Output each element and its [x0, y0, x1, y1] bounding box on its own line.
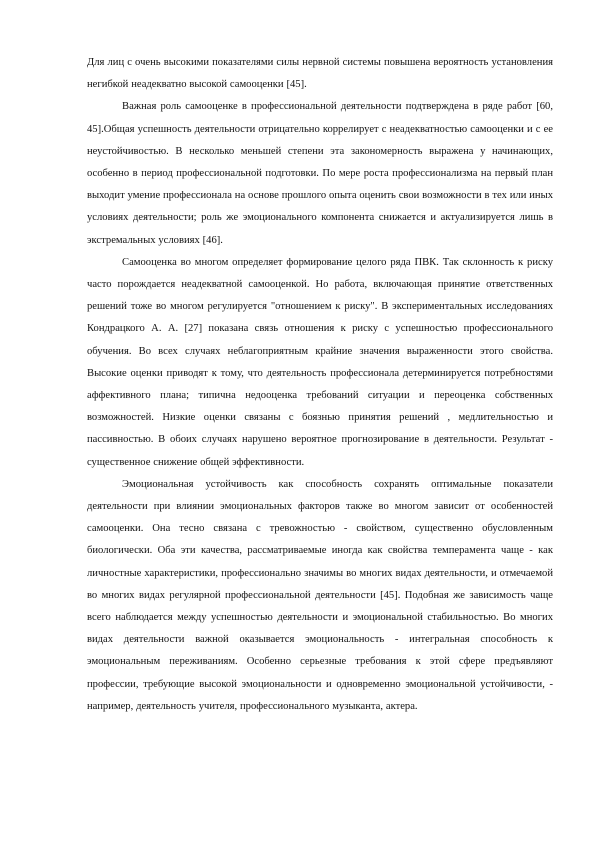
paragraph-1: Для лиц с очень высокими показателями силы нервной системы повышена вероятность установления негибкой неадекватно высокой самооценки [45].: [87, 57, 553, 91]
paragraph-3: Самооценка во многом определяет формирование целого ряда ПВК. Так склонность к риску часто порождается неадекватной самооценкой. Но работа, включающая принятие ответственных решений тоже во многом регулируется "отношением к риску". В экспериментальных исследованиях Кондрацкого А. А. [27] показана связь отношения к риску с успешностью профессионального обучения. Во всех случаях неблагоприятным крайние значения выраженности этого свойства. Высокие оценки приводят к тому, что деятельность профессионала детерминируется потребностями аффективного плана; типична недооценка требований ситуации и переоценка собственных возможностей. Низкие оценки связаны с боязнью принятия решений , медлительностью и пассивностью. В обоих случаях нарушено вероятное прогнозирование в деятельности. Результат - существенное снижение общей эффективности.: [87, 256, 553, 468]
paragraph-2: Важная роль самооценке в профессиональной деятельности подтверждена в ряде работ [60, 45].Общая успешность деятельности отрицательно коррелирует с неадекватностью самооценки и с ее неустойчивостью. В несколько меньшей степени эта закономерность выражена у начинающих, особенно в период профессиональной подготовки. По мере роста профессионализма на первый план выходит умение профессионала на основе прошлого опыта оценить свои возможности в тех или иных условиях деятельности; роль же эмоционального компонента снижается и актуализируется лишь в экстремальных условиях [46].: [87, 101, 553, 246]
paragraph-4: Эмоциональная устойчивость как способность сохранять оптимальные показатели деятельности при влиянии эмоциональных факторов также во многом зависит от особенностей самооценки. Она тесно связана с тревожностью - свойством, существенно обусловленным биологически. Оба эти качества, рассматриваемые иногда как свойства темперамента чаще - как личностные характеристики, профессионально значимы во многих видах деятельности, и отмечаемой во многих видах регулярной профессиональной деятельности [45]. Подобная же зависимость чаще всего наблюдается между успешностью деятельности и эмоциональной стабильностью. Во многих видах деятельности важной оказывается эмоциональность - интегральная способность к эмоциональным переживаниям. Особенно серьезные требования к этой сфере предъявляют профессии, требующие высокой эмоциональности и одновременно эмоциональной устойчивости, - например, деятельность учителя, профессионального музыканта, актера.: [87, 478, 553, 712]
